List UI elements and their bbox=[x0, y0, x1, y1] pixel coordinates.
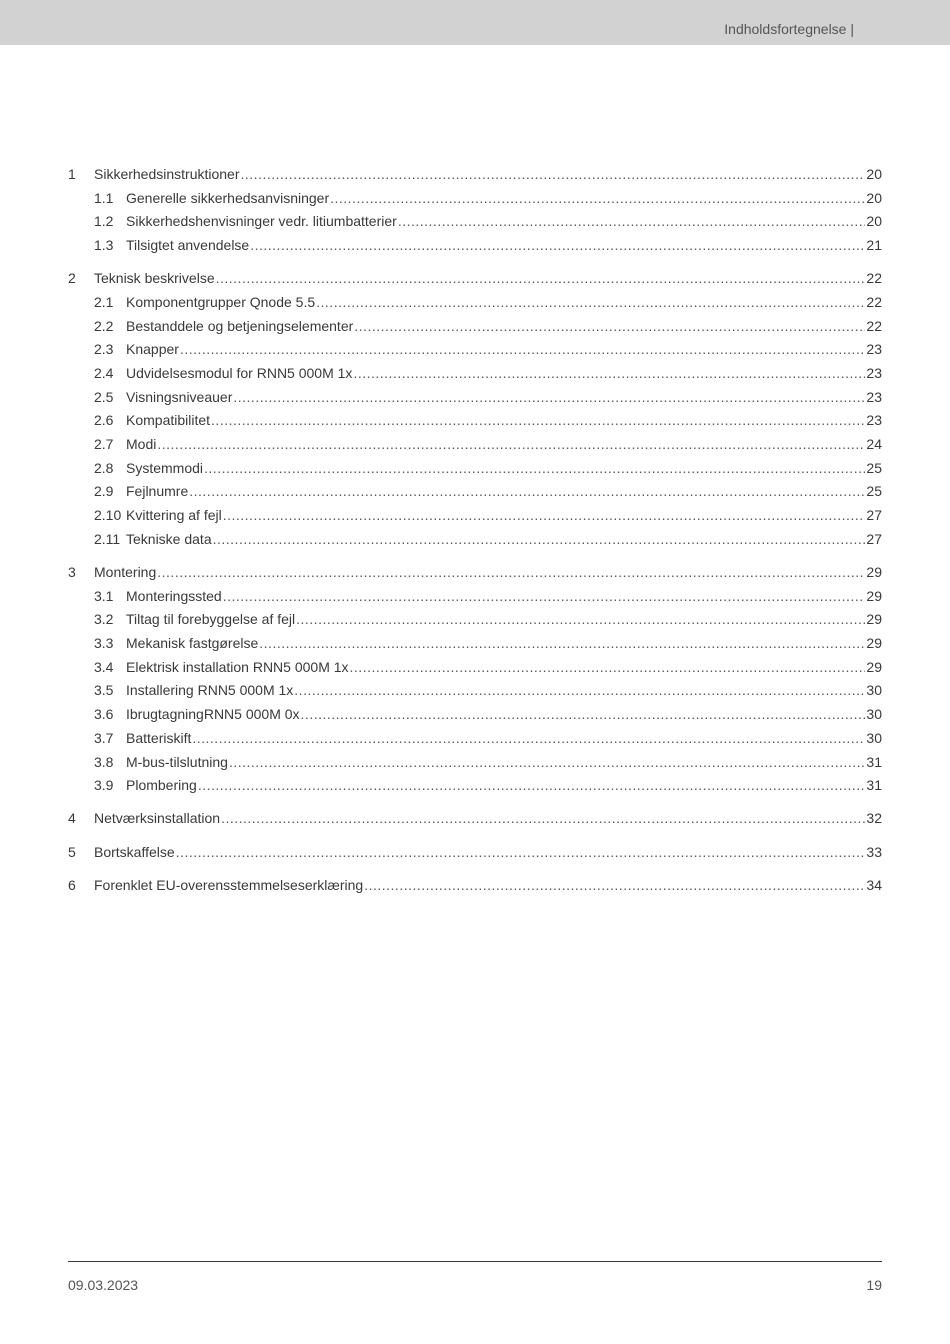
toc-entry-page: 20 bbox=[866, 189, 882, 206]
toc-entry-title: Sikkerhedsinstruktioner bbox=[94, 166, 240, 182]
toc-entry-page: 20 bbox=[866, 166, 882, 182]
header-title: Indholdsfortegnelse | bbox=[724, 21, 854, 37]
toc-dot-leader bbox=[189, 481, 865, 501]
toc-entry-number: 4 bbox=[68, 810, 76, 827]
toc-dot-leader bbox=[330, 188, 865, 208]
table-of-contents bbox=[68, 164, 882, 898]
toc-section-entry[interactable] bbox=[68, 316, 882, 340]
toc-entry-page: 24 bbox=[866, 436, 882, 453]
toc-entry-number: 3.1 bbox=[94, 587, 114, 604]
toc-entry-title: Teknisk beskrivelse bbox=[94, 270, 215, 287]
toc-entry-title: Tilsigtet anvendelse bbox=[126, 237, 250, 254]
toc-entry-title: Monteringssted bbox=[126, 587, 222, 604]
toc-section-entry[interactable] bbox=[68, 292, 882, 316]
toc-entry-number: 2.4 bbox=[94, 365, 114, 381]
toc-entry-title: Bortskaffelse bbox=[94, 843, 175, 860]
toc-section-entry[interactable] bbox=[68, 609, 882, 633]
toc-entry-number: 3.5 bbox=[94, 682, 114, 699]
toc-section-entry[interactable] bbox=[68, 633, 882, 657]
toc-entry-title: Plombering bbox=[126, 777, 197, 794]
toc-entry-page: 30 bbox=[866, 682, 882, 699]
toc-entry-number: 3.7 bbox=[94, 729, 114, 746]
toc-section-entry[interactable] bbox=[68, 458, 882, 482]
toc-entry-number: 2 bbox=[68, 270, 76, 287]
toc-entry-title: Modi bbox=[126, 436, 157, 453]
toc-entry-number: 2.3 bbox=[94, 341, 114, 358]
toc-dot-leader bbox=[221, 808, 865, 828]
toc-section-entry[interactable] bbox=[68, 752, 882, 776]
toc-entry-number: 1.1 bbox=[94, 189, 114, 206]
toc-entry-number: 3 bbox=[68, 564, 76, 580]
toc-entry-page: 21 bbox=[866, 237, 882, 254]
toc-entry-title: Mekanisk fastgørelse bbox=[126, 635, 259, 652]
toc-entry-number: 1.3 bbox=[94, 237, 114, 254]
toc-entry-title: Udvidelsesmodul for RNN5 000M 1x bbox=[126, 365, 353, 381]
toc-entry-page: 22 bbox=[866, 317, 882, 334]
toc-entry-title: Montering bbox=[94, 564, 157, 580]
toc-dot-leader bbox=[294, 680, 865, 700]
toc-entry-number: 2.11 bbox=[94, 530, 121, 547]
toc-chapter-entry[interactable] bbox=[68, 164, 882, 188]
toc-entry-page: 29 bbox=[866, 564, 882, 580]
toc-dot-leader bbox=[216, 268, 866, 288]
toc-entry-number: 3.2 bbox=[94, 611, 114, 628]
toc-dot-leader bbox=[157, 434, 865, 454]
toc-dot-leader bbox=[233, 387, 865, 407]
toc-entry-page: 23 bbox=[866, 365, 882, 381]
toc-entry-title: Bestanddele og betjeningselementer bbox=[126, 317, 354, 334]
toc-entry-page: 23 bbox=[866, 341, 882, 358]
toc-chapter-entry[interactable] bbox=[68, 562, 882, 586]
toc-entry-number: 1 bbox=[68, 166, 76, 182]
toc-chapter-entry[interactable] bbox=[68, 808, 882, 832]
toc-entry-title: Netværksinstallation bbox=[94, 810, 221, 827]
toc-entry-page: 25 bbox=[866, 483, 882, 500]
toc-entry-number: 2.5 bbox=[94, 388, 114, 405]
toc-section-entry[interactable] bbox=[68, 728, 882, 752]
toc-entry-title: Elektrisk installation RNN5 000M 1x bbox=[126, 658, 349, 675]
toc-entry-number: 5 bbox=[68, 843, 76, 860]
toc-entry-page: 31 bbox=[866, 777, 882, 794]
toc-entry-number: 2.7 bbox=[94, 436, 114, 453]
toc-section-entry[interactable] bbox=[68, 680, 882, 704]
toc-entry-page: 32 bbox=[866, 810, 882, 827]
toc-section-entry[interactable] bbox=[68, 363, 882, 387]
toc-dot-leader bbox=[192, 728, 865, 748]
toc-entry-number: 2.6 bbox=[94, 412, 114, 429]
toc-entry-page: 34 bbox=[866, 876, 882, 893]
toc-section-entry[interactable] bbox=[68, 481, 882, 505]
toc-chapter-entry[interactable] bbox=[68, 875, 882, 899]
toc-entry-title: Kompatibilitet bbox=[126, 412, 211, 429]
toc-entry-title: M-bus-tilslutning bbox=[126, 753, 228, 770]
toc-dot-leader bbox=[250, 235, 865, 255]
toc-entry-number: 3.3 bbox=[94, 635, 114, 652]
toc-entry-page: 30 bbox=[866, 706, 882, 723]
toc-dot-leader bbox=[398, 211, 866, 231]
toc-entry-title: Forenklet EU-overensstemmelseserklæring bbox=[94, 876, 364, 893]
header-bar bbox=[0, 0, 950, 45]
toc-entry-page: 30 bbox=[866, 729, 882, 746]
toc-section-entry[interactable] bbox=[68, 657, 882, 681]
footer-divider bbox=[68, 1261, 882, 1262]
toc-entry-number: 2.10 bbox=[94, 507, 122, 524]
toc-entry-page: 27 bbox=[866, 507, 882, 524]
toc-entry-title: Komponentgrupper Qnode 5.5 bbox=[126, 293, 316, 310]
toc-section-entry[interactable] bbox=[68, 505, 882, 529]
toc-entry-number: 2.9 bbox=[94, 483, 114, 500]
toc-entry-number: 2.1 bbox=[94, 293, 114, 310]
toc-dot-leader bbox=[223, 586, 866, 606]
toc-entry-page: 23 bbox=[866, 412, 882, 429]
toc-dot-leader bbox=[364, 875, 865, 895]
toc-chapter-entry[interactable] bbox=[68, 842, 882, 866]
toc-dot-leader bbox=[223, 505, 866, 525]
toc-entry-title: Systemmodi bbox=[126, 459, 204, 476]
toc-chapter-entry[interactable] bbox=[68, 268, 882, 292]
toc-entry-page: 25 bbox=[866, 459, 882, 476]
toc-section-entry[interactable] bbox=[68, 586, 882, 610]
toc-section-entry[interactable] bbox=[68, 704, 882, 728]
toc-entry-page: 33 bbox=[866, 843, 882, 860]
toc-entry-page: 22 bbox=[866, 293, 882, 310]
toc-dot-leader bbox=[180, 339, 865, 359]
toc-section-entry[interactable] bbox=[68, 410, 882, 434]
toc-entry-number: 1.2 bbox=[94, 213, 114, 230]
toc-dot-leader bbox=[301, 704, 866, 724]
toc-entry-title: Installering RNN5 000M 1x bbox=[126, 682, 294, 699]
toc-entry-title: Tekniske data bbox=[126, 530, 212, 547]
toc-entry-title: Fejlnumre bbox=[126, 483, 189, 500]
toc-dot-leader bbox=[316, 292, 865, 312]
toc-section-entry[interactable] bbox=[68, 211, 882, 235]
toc-entry-page: 29 bbox=[866, 611, 882, 628]
footer-page-number: 19 bbox=[866, 1277, 882, 1293]
toc-dot-leader bbox=[211, 410, 865, 430]
toc-dot-leader bbox=[350, 657, 866, 677]
toc-entry-page: 31 bbox=[866, 753, 882, 770]
toc-entry-title: Visningsniveauer bbox=[126, 388, 233, 405]
toc-section-entry[interactable] bbox=[68, 775, 882, 799]
toc-dot-leader bbox=[259, 633, 865, 653]
toc-entry-title: Tiltag til forebyggelse af fejl bbox=[126, 611, 296, 628]
toc-entry-page: 23 bbox=[866, 388, 882, 405]
toc-dot-leader bbox=[229, 752, 865, 772]
toc-entry-title: Generelle sikkerhedsanvisninger bbox=[126, 189, 330, 206]
toc-entry-number: 3.9 bbox=[94, 777, 114, 794]
toc-entry-number: 3.4 bbox=[94, 658, 114, 675]
toc-section-entry[interactable] bbox=[68, 235, 882, 259]
toc-section-entry[interactable] bbox=[68, 339, 882, 363]
toc-dot-leader bbox=[296, 609, 865, 629]
toc-entry-number: 2.8 bbox=[94, 459, 114, 476]
toc-dot-leader bbox=[353, 363, 865, 383]
toc-entry-title: Batteriskift bbox=[126, 729, 192, 746]
toc-dot-leader bbox=[176, 842, 866, 862]
toc-entry-page: 29 bbox=[866, 635, 882, 652]
toc-section-entry[interactable] bbox=[68, 529, 882, 553]
toc-entry-page: 29 bbox=[866, 587, 882, 604]
toc-entry-page: 20 bbox=[866, 213, 882, 230]
footer-date: 09.03.2023 bbox=[68, 1277, 139, 1293]
toc-section-entry[interactable] bbox=[68, 387, 882, 411]
toc-entry-page: 29 bbox=[866, 658, 882, 675]
toc-section-entry[interactable] bbox=[68, 434, 882, 458]
toc-entry-number: 3.8 bbox=[94, 753, 114, 770]
toc-dot-leader bbox=[204, 458, 865, 478]
toc-entry-number: 6 bbox=[68, 876, 76, 893]
toc-entry-page: 27 bbox=[866, 530, 882, 547]
toc-entry-title: Knapper bbox=[126, 341, 179, 358]
toc-entry-page: 22 bbox=[866, 270, 882, 287]
toc-dot-leader bbox=[157, 562, 865, 582]
toc-dot-leader bbox=[241, 164, 866, 184]
toc-entry-title: Kvittering af fejl bbox=[126, 507, 222, 524]
toc-entry-number: 2.2 bbox=[94, 317, 114, 334]
toc-dot-leader bbox=[354, 316, 865, 336]
toc-dot-leader bbox=[198, 775, 866, 795]
toc-section-entry[interactable] bbox=[68, 188, 882, 212]
toc-dot-leader bbox=[213, 529, 866, 549]
toc-entry-title: IbrugtagningRNN5 000M 0x bbox=[126, 706, 300, 723]
toc-entry-title: Sikkerhedshenvisninger vedr. litiumbatterier bbox=[126, 213, 397, 230]
toc-entry-number: 3.6 bbox=[94, 706, 114, 723]
